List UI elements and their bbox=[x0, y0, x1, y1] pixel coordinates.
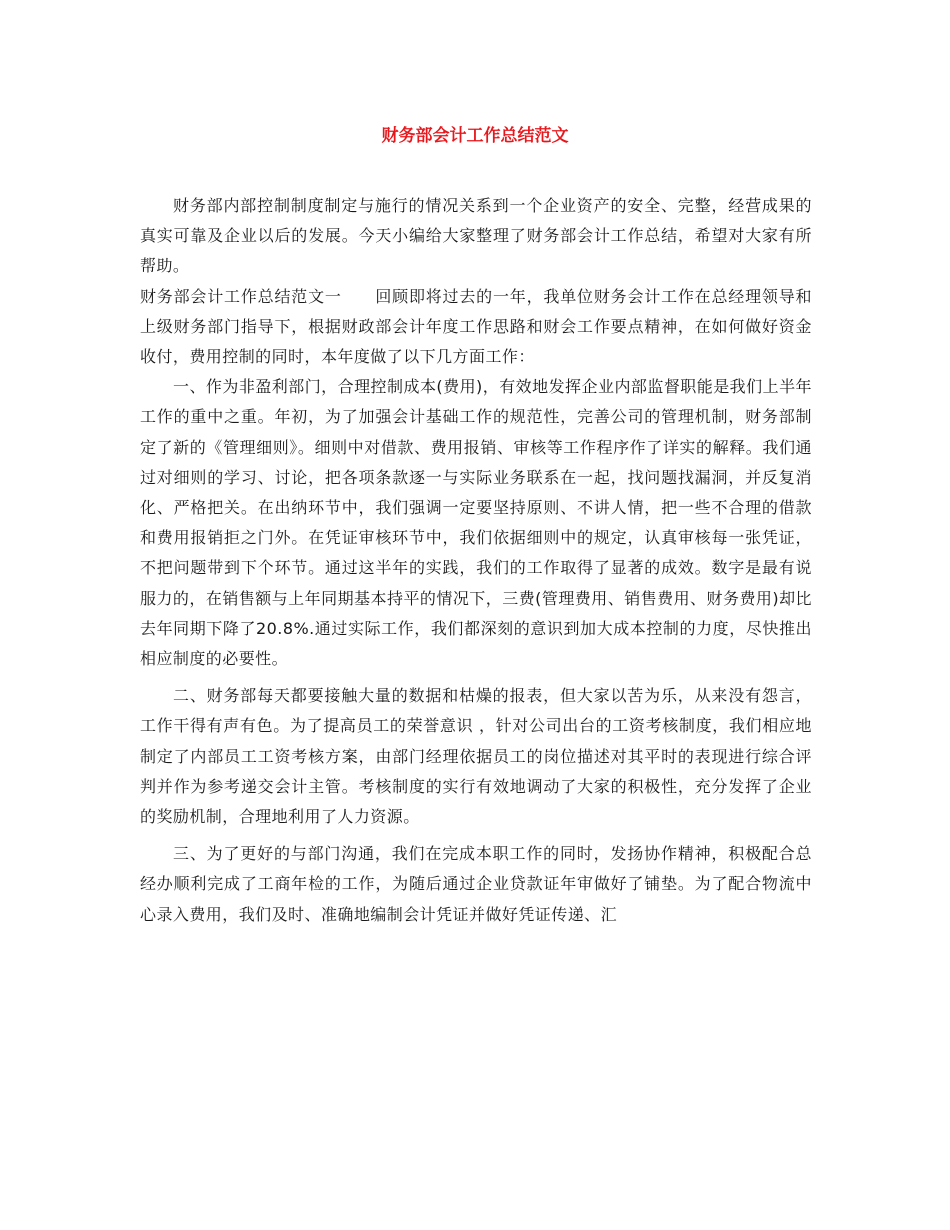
document-title: 财务部会计工作总结范文 bbox=[381, 126, 569, 146]
point-two-paragraph: 二、财务部每天都要接触大量的数据和枯燥的报表，但大家以苦为乐，从来没有怨言，工作干得有声有色。为了提高员工的荣誉意识 ，针对公司出台的工资考核制度，我们相应地制定了内部员工工资考核方案，由部门经理依据员工的岗位描述对其平时的表现进行综合评判并作为参考递交会计主管。考核制度的实行有效地调动了大家的积极性，充分发挥了企业的奖励机制，合理地利用了人力资源。 bbox=[140, 686, 812, 827]
point-one-paragraph: 一、作为非盈利部门，合理控制成本(费用)，有效地发挥企业内部监督职能是我们上半年工作的重中之重。年初，为了加强会计基础工作的规范性，完善公司的管理机制，财务部制定了新的《管理细则》。细则中对借款、费用报销、审核等工作程序作了详实的解释。我们通过对细则的学习、讨论，把各项条款逐一与实际业务联系在一起，找问题找漏洞，并反复消化、严格把关。在出纳环节中，我们强调一定要坚持原则、不讲人情，把一些不合理的借款和费用报销拒之门外。在凭证审核环节中，我们依据细则中的规定，认真审核每一张凭证，不把问题带到下个环节。通过这半年的实践，我们的工作取得了显著的成效。数字是最有说服力的，在销售额与上年同期基本持平的情况下，三费(管理费用、销售费用、财务费用)却比去年同期下降了20.8%.通过实际工作，我们都深刻的意识到加大成本控制的力度，尽快推出相应制度的必要性。 bbox=[140, 377, 812, 669]
section-one-paragraph: 财务部会计工作总结范文一 回顾即将过去的一年，我单位财务会计工作在总经理领导和上级财务部门指导下，根据财政部会计年度工作思路和财会工作要点精神，在如何做好资金收付，费用控制的同时，本年度做了以下几方面工作： bbox=[140, 286, 812, 367]
point-three-paragraph: 三、为了更好的与部门沟通，我们在完成本职工作的同时，发扬协作精神，积极配合总经办顺利完成了工商年检的工作，为随后通过企业贷款证年审做好了铺垫。为了配合物流中心录入费用，我们及时、准确地编制会计凭证并做好凭证传递、汇 bbox=[140, 844, 812, 924]
intro-paragraph: 财务部内部控制制度制定与施行的情况关系到一个企业资产的安全、完整，经营成果的真实可靠及企业以后的发展。今天小编给大家整理了财务部会计工作总结，希望对大家有所帮助。 bbox=[140, 196, 812, 276]
document-body bbox=[140, 191, 812, 930]
